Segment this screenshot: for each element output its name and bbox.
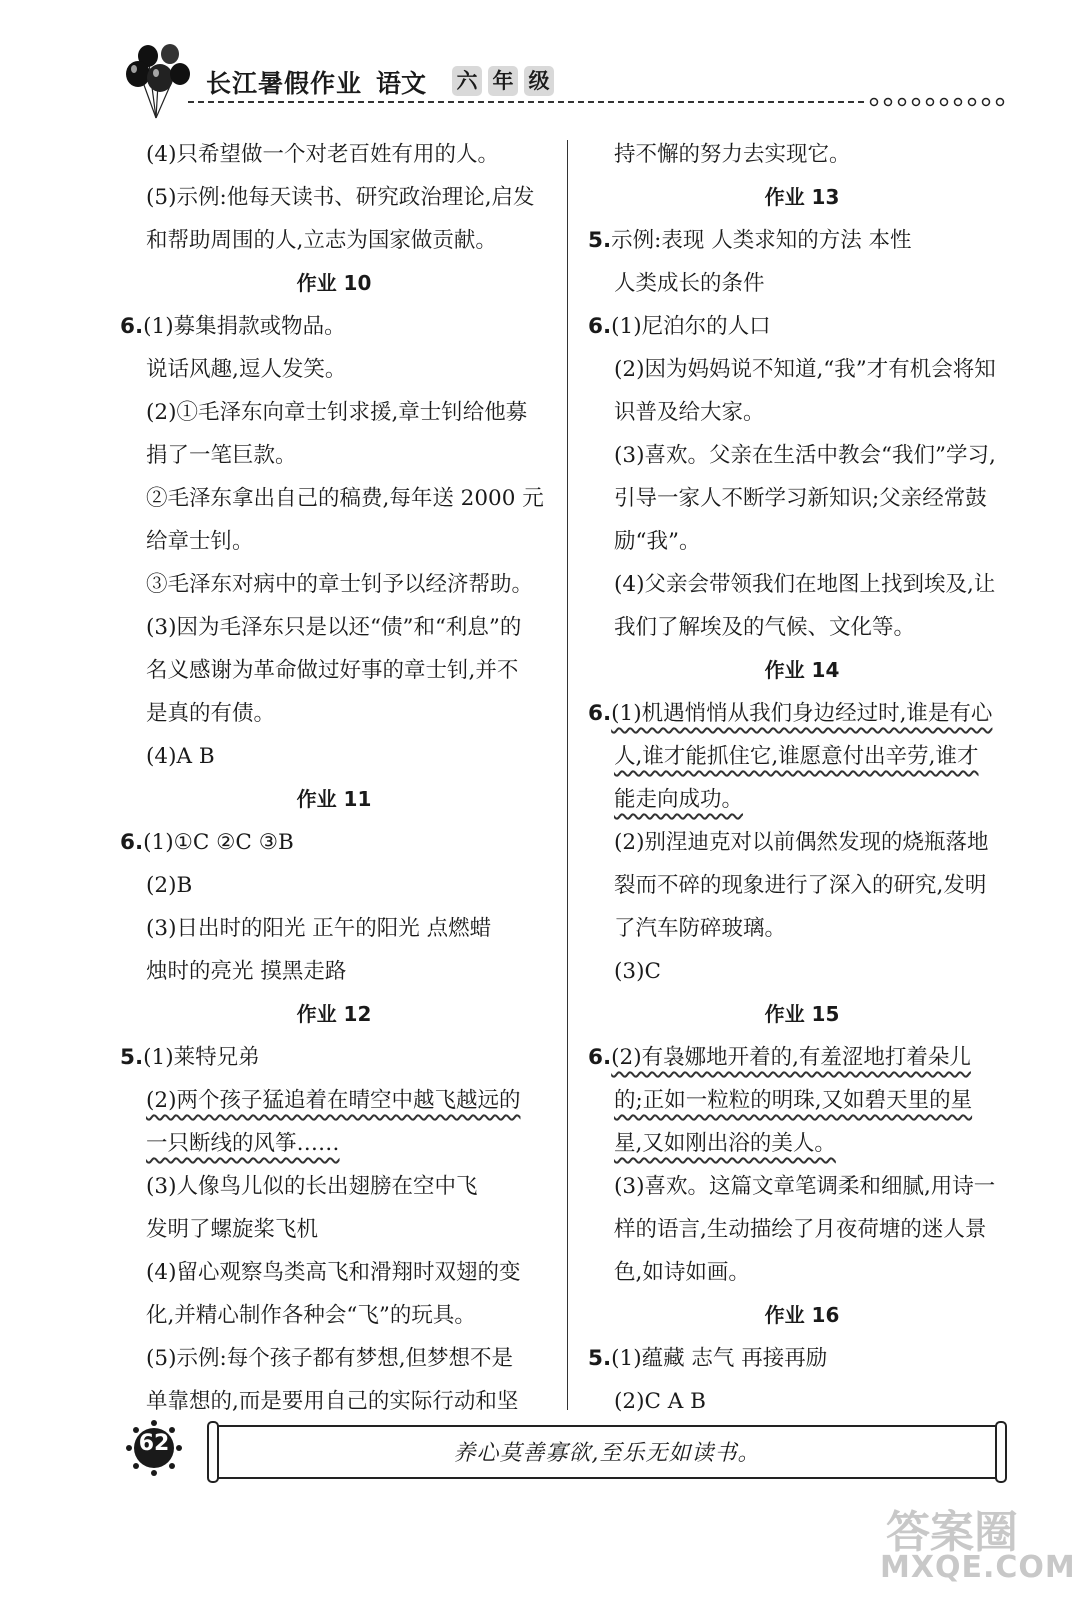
- answer-text: 一只断线的风筝……: [146, 1131, 340, 1156]
- answer-line: [588, 692, 1016, 735]
- answer-line: [120, 434, 548, 477]
- answer-line: [588, 907, 1016, 950]
- answer-text: 样的语言,生动描绘了月夜荷塘的迷人景: [614, 1217, 987, 1242]
- question-number: 6.: [588, 701, 612, 726]
- answer-line: [120, 563, 548, 606]
- question-number: 5.: [588, 228, 612, 253]
- answer-text: 识普及给大家。: [614, 400, 765, 425]
- answer-line: [120, 219, 548, 262]
- answer-line: [588, 1079, 1016, 1122]
- answer-line: [588, 1036, 1016, 1079]
- section-heading: 作业 12: [296, 1002, 372, 1026]
- answer-text: (1)募集捐款或物品。: [143, 314, 346, 339]
- answer-text: 能走向成功。: [614, 787, 744, 812]
- answer-text: (1)尼泊尔的人口: [611, 314, 771, 339]
- answer-line: [120, 477, 548, 520]
- answer-line: [120, 692, 548, 735]
- answer-line: [588, 950, 1016, 993]
- answer-line: [588, 520, 1016, 563]
- answer-text: 我们了解埃及的气候、文化等。: [614, 615, 916, 640]
- answer-text: (2)因为妈妈说不知道,“我”才有机会将知: [614, 357, 996, 382]
- answer-text: (5)示例:每个孩子都有梦想,但梦想不是: [146, 1346, 514, 1371]
- question-number: 5.: [120, 1045, 144, 1070]
- answer-line: [120, 1294, 548, 1337]
- answer-line: [588, 434, 1016, 477]
- answer-line: [588, 563, 1016, 606]
- answer-text: (3)因为毛泽东只是以还“债”和“利息”的: [146, 615, 522, 640]
- answer-line: [120, 606, 548, 649]
- answer-text: (3)喜欢。这篇文章笔调柔和细腻,用诗一: [614, 1174, 996, 1199]
- answer-text: 人,谁才能抓住它,谁愿意付出辛劳,谁才: [614, 744, 979, 769]
- motto-text: 养心莫善寡欲,至乐无如读书。: [453, 1441, 761, 1466]
- book-title: 长江暑假作业: [206, 69, 363, 98]
- answer-line: [120, 391, 548, 434]
- answer-line: [588, 219, 1016, 262]
- answer-line: [588, 133, 1016, 176]
- answer-line: [120, 735, 548, 778]
- answer-text: ③毛泽东对病中的章士钊予以经济帮助。: [146, 572, 534, 597]
- answer-text: 的;正如一粒粒的明珠,又如碧天里的星: [614, 1088, 973, 1113]
- answer-text: (3)人像鸟儿似的长出翅膀在空中飞: [146, 1174, 478, 1199]
- answer-text: 裂而不碎的现象进行了深入的研究,发明: [614, 873, 987, 898]
- answer-text: 色,如诗如画。: [614, 1260, 750, 1285]
- answer-line: [588, 864, 1016, 907]
- answer-line: [588, 778, 1016, 821]
- answer-line: [588, 262, 1016, 305]
- answer-line: [120, 305, 548, 348]
- grade-label: [452, 66, 554, 96]
- grade-char: 六: [452, 66, 482, 96]
- answer-text: 引导一家人不断学习新知识;父亲经常鼓: [614, 486, 987, 511]
- header-dots-decoration: [868, 96, 1013, 108]
- answer-text: 示例:表现 人类求知的方法 本性: [611, 228, 912, 253]
- answer-line: [120, 1036, 548, 1079]
- grade-char: 级: [524, 66, 554, 96]
- answer-text: ②毛泽东拿出自己的稿费,每年送 2000 元: [146, 486, 544, 511]
- subject-label: 语文: [376, 69, 427, 98]
- answer-line: [120, 907, 548, 950]
- answer-text: (4)父亲会带领我们在地图上找到埃及,让: [614, 572, 996, 597]
- answer-text: (2)C A B: [614, 1389, 706, 1414]
- question-number: 6.: [588, 1045, 612, 1070]
- answer-text: (2)两个孩子猛追着在晴空中越飞越远的: [146, 1088, 521, 1113]
- answer-line: [588, 1122, 1016, 1165]
- answer-text: 说话风趣,逗人发笑。: [146, 357, 347, 382]
- watermark-logo: 答案圈: [886, 1507, 1018, 1558]
- answer-line: [588, 305, 1016, 348]
- answer-line: [120, 1165, 548, 1208]
- answer-text: 烛时的亮光 摸黑走路: [146, 959, 347, 984]
- answer-line: [588, 391, 1016, 434]
- watermark-url: MXQE.COM: [880, 1550, 1076, 1585]
- answer-text: 和帮助周围的人,立志为国家做贡献。: [146, 228, 497, 253]
- header-divider: [188, 101, 864, 103]
- answer-text: 励“我”。: [614, 529, 701, 554]
- answer-line: [120, 1380, 548, 1423]
- question-number: 6.: [120, 314, 144, 339]
- answer-text: 给章士钊。: [146, 529, 254, 554]
- page-header: [0, 0, 1087, 120]
- grade-char: 年: [488, 66, 518, 96]
- answer-line: [588, 1251, 1016, 1294]
- answer-line: [588, 1380, 1016, 1423]
- answer-text: 单靠想的,而是要用自己的实际行动和坚: [146, 1389, 519, 1414]
- answer-line: [588, 735, 1016, 778]
- answer-text: (1)蕴藏 志气 再接再励: [611, 1346, 828, 1371]
- answer-line: [120, 864, 548, 907]
- answer-text: (3)C: [614, 959, 661, 984]
- answer-line: [120, 649, 548, 692]
- answer-line: [120, 1122, 548, 1165]
- left-answer-column: [120, 133, 548, 1423]
- answer-line: [120, 1337, 548, 1380]
- answer-text: 是真的有债。: [146, 701, 276, 726]
- answer-line: [588, 1208, 1016, 1251]
- section-heading: 作业 10: [296, 271, 372, 295]
- answer-text: (2)别涅迪克对以前偶然发现的烧瓶落地: [614, 830, 989, 855]
- answer-text: 持不懈的努力去实现它。: [614, 142, 851, 167]
- answer-text: 化,并精心制作各种会“飞”的玩具。: [146, 1303, 476, 1328]
- answer-text: 人类成长的条件: [614, 271, 765, 296]
- answer-text: (1)机遇悄悄从我们身边经过时,谁是有心: [611, 701, 993, 726]
- answer-text: 名义感谢为革命做过好事的章士钊,并不: [146, 658, 519, 683]
- answer-text: (2)B: [146, 873, 193, 898]
- answer-text: (4)只希望做一个对老百姓有用的人。: [146, 142, 499, 167]
- answer-text: (3)喜欢。父亲在生活中教会“我们”学习,: [614, 443, 996, 468]
- answer-line: [588, 477, 1016, 520]
- balloons-icon: [118, 44, 198, 120]
- answer-text: (4)A B: [146, 744, 215, 769]
- question-number: 6.: [588, 314, 612, 339]
- answer-text: 星,又如刚出浴的美人。: [614, 1131, 836, 1156]
- answer-line: [588, 1337, 1016, 1380]
- answer-line: [120, 950, 548, 993]
- answer-text: (2)有袅娜地开着的,有羞涩地打着朵儿: [611, 1045, 971, 1070]
- section-heading: 作业 15: [764, 1002, 840, 1026]
- answer-text: (1)莱特兄弟: [143, 1045, 260, 1070]
- answer-line: [120, 821, 548, 864]
- answer-text: (4)留心观察鸟类高飞和滑翔时双翅的变: [146, 1260, 521, 1285]
- answer-text: (3)日出时的阳光 正午的阳光 点燃蜡: [146, 916, 492, 941]
- answer-line: [588, 821, 1016, 864]
- answer-text: (1)①C ②C ③B: [143, 830, 294, 855]
- answer-line: [120, 1251, 548, 1294]
- answer-line: [120, 1208, 548, 1251]
- answer-text: 发明了螺旋桨飞机: [146, 1217, 319, 1242]
- page-number: 62: [138, 1431, 170, 1456]
- question-number: 6.: [120, 830, 144, 855]
- answer-line: [120, 348, 548, 391]
- answer-text: 了汽车防碎玻璃。: [614, 916, 787, 941]
- section-heading: 作业 13: [764, 185, 840, 209]
- answer-line: [120, 1079, 548, 1122]
- question-number: 5.: [588, 1346, 612, 1371]
- section-heading: 作业 16: [764, 1303, 840, 1327]
- answer-line: [588, 348, 1016, 391]
- answer-text: (5)示例:他每天读书、研究政治理论,启发: [146, 185, 535, 210]
- answer-line: [588, 606, 1016, 649]
- section-heading: 作业 11: [296, 787, 372, 811]
- column-divider: [567, 140, 568, 1410]
- answer-line: [120, 133, 548, 176]
- answer-line: [588, 1165, 1016, 1208]
- answer-line: [120, 176, 548, 219]
- answer-text: 捐了一笔巨款。: [146, 443, 297, 468]
- answer-text: (2)①毛泽东向章士钊求援,章士钊给他募: [146, 400, 528, 425]
- right-answer-column: [588, 133, 1016, 1423]
- section-heading: 作业 14: [764, 658, 840, 682]
- answer-line: [120, 520, 548, 563]
